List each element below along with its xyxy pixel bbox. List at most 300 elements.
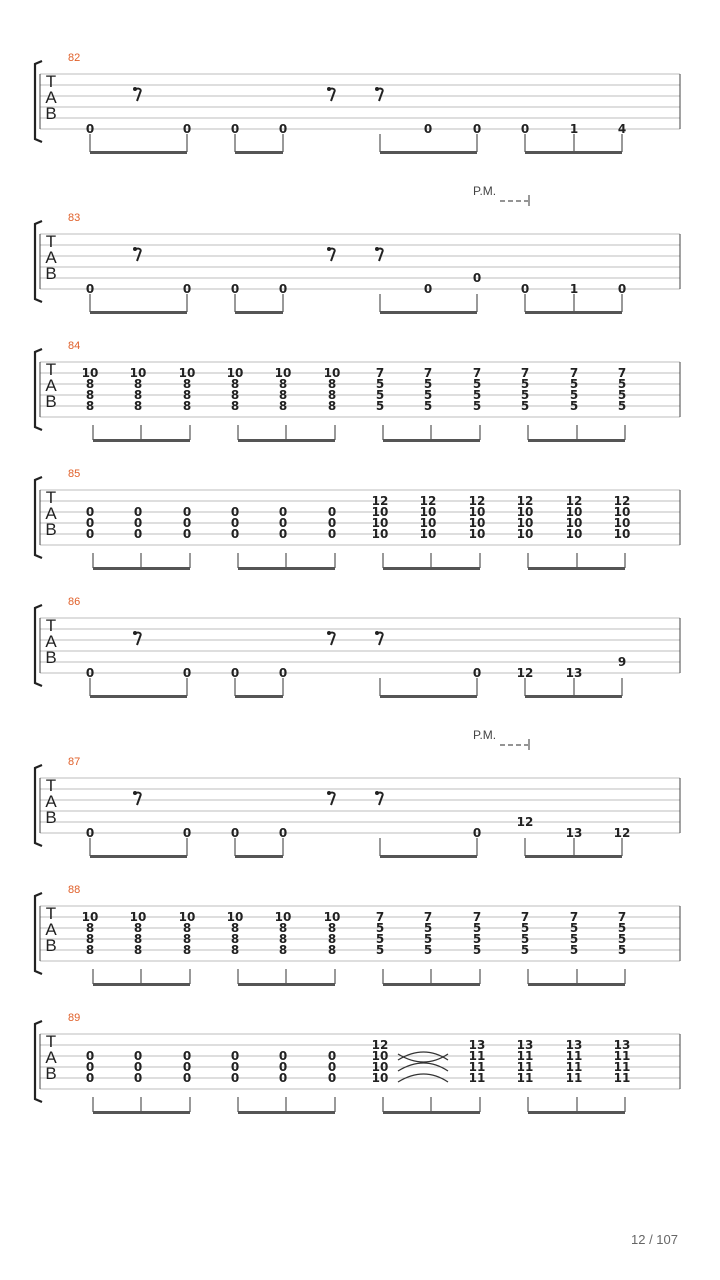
system-bracket [35, 477, 42, 558]
measure-number: 86 [68, 596, 81, 608]
fret-number: 0 [278, 1071, 288, 1085]
note-beam [235, 855, 283, 858]
fret-number: 8 [133, 388, 143, 402]
fret-number: 10 [323, 366, 341, 380]
fret-number: 0 [133, 516, 143, 530]
measure-number: 84 [68, 340, 81, 352]
fret-number: 5 [617, 399, 627, 413]
tab-system-82 [35, 52, 680, 154]
fret-number: 8 [85, 943, 95, 957]
fret-number: 0 [278, 826, 288, 840]
fret-number: 5 [569, 932, 579, 946]
fret-number: 7 [472, 910, 482, 924]
fret-number: 0 [278, 1049, 288, 1063]
fret-number: 8 [278, 399, 288, 413]
fret-number: 8 [85, 388, 95, 402]
fret-number: 10 [371, 527, 389, 541]
fret-number: 13 [565, 1038, 583, 1052]
fret-number: 10 [129, 910, 147, 924]
fret-number: 10 [371, 516, 389, 530]
note-beam [380, 311, 477, 314]
fret-number: 11 [613, 1071, 631, 1085]
fret-number: 11 [516, 1071, 534, 1085]
fret-number: 0 [182, 1049, 192, 1063]
tab-system-84 [35, 340, 680, 442]
system-bracket [35, 765, 42, 846]
note-beam [238, 439, 335, 442]
rest-dot [375, 791, 379, 795]
fret-number: 0 [472, 826, 482, 840]
fret-number: 10 [565, 516, 583, 530]
fret-number: 5 [423, 399, 433, 413]
note-beam [90, 311, 187, 314]
fret-number: 5 [375, 399, 385, 413]
system-bracket [35, 605, 42, 686]
fret-number: 12 [371, 494, 389, 508]
note-beam [525, 695, 622, 698]
note-beam [90, 151, 187, 154]
note-beam [235, 695, 283, 698]
tab-clef-letter: A [45, 376, 57, 395]
note-beam [238, 567, 335, 570]
fret-number: 10 [323, 910, 341, 924]
fret-number: 8 [327, 377, 337, 391]
fret-number: 0 [423, 282, 433, 296]
tab-clef-letter: A [45, 1048, 57, 1067]
fret-number: 5 [423, 388, 433, 402]
tab-clef-letter: T [45, 616, 57, 635]
fret-number: 5 [472, 388, 482, 402]
fret-number: 10 [565, 505, 583, 519]
fret-number: 5 [423, 921, 433, 935]
fret-number: 10 [129, 366, 147, 380]
fret-number: 5 [375, 921, 385, 935]
fret-number: 10 [516, 527, 534, 541]
fret-number: 0 [85, 527, 95, 541]
fret-number: 11 [468, 1060, 486, 1074]
fret-number: 10 [419, 505, 437, 519]
fret-number: 0 [182, 505, 192, 519]
fret-number: 10 [516, 516, 534, 530]
fret-number: 5 [375, 377, 385, 391]
fret-number: 0 [182, 516, 192, 530]
tab-clef-letter: B [45, 520, 57, 539]
note-beam [528, 1111, 625, 1114]
note-beam [93, 439, 190, 442]
fret-number: 0 [230, 527, 240, 541]
fret-number: 0 [85, 1071, 95, 1085]
fret-number: 13 [516, 1038, 534, 1052]
fret-number: 5 [423, 943, 433, 957]
fret-number: 5 [617, 921, 627, 935]
fret-number: 8 [133, 932, 143, 946]
fret-number: 11 [613, 1060, 631, 1074]
fret-number: 10 [371, 1049, 389, 1063]
system-bracket [35, 1021, 42, 1102]
tab-clef-letter: T [45, 488, 57, 507]
fret-number: 5 [520, 921, 530, 935]
note-beam [528, 983, 625, 986]
fret-number: 8 [85, 399, 95, 413]
fret-number: 0 [85, 516, 95, 530]
fret-number: 0 [327, 505, 337, 519]
rest-dot [133, 791, 137, 795]
fret-number: 8 [278, 921, 288, 935]
note-beam [93, 1111, 190, 1114]
tab-system-89 [35, 1012, 680, 1114]
measure-number: 89 [68, 1012, 81, 1024]
fret-number: 8 [85, 932, 95, 946]
fret-number: 8 [182, 399, 192, 413]
fret-number: 8 [133, 399, 143, 413]
fret-number: 7 [569, 910, 579, 924]
fret-number: 0 [182, 122, 192, 136]
fret-number: 8 [133, 921, 143, 935]
fret-number: 0 [182, 282, 192, 296]
fret-number: 8 [85, 377, 95, 391]
tab-clef-letter: A [45, 88, 57, 107]
fret-number: 10 [468, 516, 486, 530]
fret-number: 5 [569, 388, 579, 402]
fret-number: 0 [230, 1071, 240, 1085]
note-beam [383, 1111, 480, 1114]
measure-number: 88 [68, 884, 81, 896]
tab-system-83 [35, 184, 680, 314]
fret-number: 0 [182, 1060, 192, 1074]
fret-number: 8 [230, 921, 240, 935]
fret-number: 0 [278, 505, 288, 519]
fret-number: 8 [230, 932, 240, 946]
fret-number: 5 [472, 377, 482, 391]
fret-number: 8 [133, 377, 143, 391]
fret-number: 0 [278, 1060, 288, 1074]
note-beam [235, 151, 283, 154]
fret-number: 0 [423, 122, 433, 136]
note-beam [235, 311, 283, 314]
fret-number: 8 [278, 388, 288, 402]
fret-number: 8 [182, 932, 192, 946]
note-beam [528, 439, 625, 442]
tab-clef-letter: A [45, 504, 57, 523]
fret-number: 7 [617, 910, 627, 924]
fret-number: 8 [230, 943, 240, 957]
tab-clef-letter: B [45, 104, 57, 123]
fret-number: 5 [617, 943, 627, 957]
palm-mute-label: P.M. [473, 184, 497, 198]
fret-number: 5 [617, 388, 627, 402]
note-beam [525, 311, 622, 314]
note-beam [90, 695, 187, 698]
fret-number: 1 [569, 122, 579, 136]
fret-number: 7 [423, 910, 433, 924]
fret-number: 8 [278, 943, 288, 957]
fret-number: 10 [371, 1060, 389, 1074]
fret-number: 0 [278, 516, 288, 530]
measure-number: 82 [68, 52, 81, 64]
fret-number: 13 [613, 1038, 631, 1052]
tab-clef-letter: T [45, 72, 57, 91]
fret-number: 5 [472, 943, 482, 957]
tab-clef-letter: T [45, 232, 57, 251]
fret-number: 11 [516, 1049, 534, 1063]
note-beam [528, 567, 625, 570]
fret-number: 5 [375, 388, 385, 402]
fret-number: 5 [375, 943, 385, 957]
fret-number: 0 [85, 1049, 95, 1063]
fret-number: 0 [520, 282, 530, 296]
fret-number: 12 [613, 826, 631, 840]
tab-clef-letter: B [45, 264, 57, 283]
fret-number: 10 [516, 505, 534, 519]
tab-system-85 [35, 468, 680, 570]
fret-number: 12 [468, 494, 486, 508]
fret-number: 0 [85, 122, 95, 136]
note-beam [525, 151, 622, 154]
fret-number: 0 [182, 527, 192, 541]
fret-number: 10 [468, 505, 486, 519]
fret-number: 11 [516, 1060, 534, 1074]
fret-number: 0 [230, 1049, 240, 1063]
fret-number: 10 [613, 516, 631, 530]
tab-clef-letter: B [45, 936, 57, 955]
fret-number: 10 [81, 910, 99, 924]
tab-clef-letter: B [45, 392, 57, 411]
rest-dot [327, 87, 331, 91]
fret-number: 12 [613, 494, 631, 508]
fret-number: 0 [278, 122, 288, 136]
system-bracket [35, 221, 42, 302]
fret-number: 0 [133, 1049, 143, 1063]
tab-clef-letter: A [45, 248, 57, 267]
fret-number: 0 [85, 1060, 95, 1074]
note-beam [380, 151, 477, 154]
tab-system-87 [35, 728, 680, 858]
fret-number: 7 [375, 366, 385, 380]
tab-clef-letter: T [45, 776, 57, 795]
fret-number: 11 [565, 1049, 583, 1063]
palm-mute-label: P.M. [473, 728, 497, 742]
fret-number: 8 [278, 377, 288, 391]
fret-number: 8 [327, 932, 337, 946]
fret-number: 5 [472, 932, 482, 946]
fret-number: 0 [278, 666, 288, 680]
fret-number: 10 [226, 366, 244, 380]
rest-dot [327, 247, 331, 251]
tab-clef-letter: B [45, 648, 57, 667]
fret-number: 5 [569, 377, 579, 391]
fret-number: 8 [230, 377, 240, 391]
fret-number: 5 [569, 943, 579, 957]
fret-number: 0 [520, 122, 530, 136]
note-beam [383, 983, 480, 986]
fret-number: 0 [327, 527, 337, 541]
fret-number: 0 [182, 1071, 192, 1085]
fret-number: 0 [472, 271, 482, 285]
fret-number: 8 [85, 921, 95, 935]
fret-number: 10 [274, 366, 292, 380]
fret-number: 0 [278, 527, 288, 541]
fret-number: 10 [613, 527, 631, 541]
fret-number: 8 [278, 932, 288, 946]
page-number: 12 / 107 [631, 1232, 678, 1247]
fret-number: 10 [565, 527, 583, 541]
tab-clef-letter: T [45, 360, 57, 379]
fret-number: 10 [178, 910, 196, 924]
fret-number: 10 [274, 910, 292, 924]
fret-number: 8 [327, 388, 337, 402]
system-bracket [35, 61, 42, 142]
rest-dot [375, 87, 379, 91]
fret-number: 0 [230, 666, 240, 680]
fret-number: 0 [230, 516, 240, 530]
fret-number: 0 [133, 1071, 143, 1085]
fret-number: 8 [230, 388, 240, 402]
fret-number: 8 [182, 921, 192, 935]
fret-number: 8 [182, 388, 192, 402]
fret-number: 5 [569, 399, 579, 413]
note-beam [380, 855, 477, 858]
measure-number: 85 [68, 468, 81, 480]
rest-dot [375, 247, 379, 251]
fret-number: 10 [371, 505, 389, 519]
fret-number: 7 [569, 366, 579, 380]
fret-number: 0 [617, 282, 627, 296]
fret-number: 11 [468, 1049, 486, 1063]
fret-number: 12 [565, 494, 583, 508]
measure-number: 87 [68, 756, 81, 768]
fret-number: 12 [516, 666, 534, 680]
fret-number: 5 [472, 399, 482, 413]
note-beam [90, 855, 187, 858]
fret-number: 0 [327, 1049, 337, 1063]
tab-clef-letter: B [45, 808, 57, 827]
note-beam [93, 567, 190, 570]
fret-number: 0 [182, 666, 192, 680]
fret-number: 0 [230, 505, 240, 519]
note-beam [383, 567, 480, 570]
fret-number: 0 [85, 505, 95, 519]
fret-number: 7 [520, 366, 530, 380]
fret-number: 5 [520, 377, 530, 391]
fret-number: 0 [133, 527, 143, 541]
note-beam [380, 695, 477, 698]
fret-number: 10 [226, 910, 244, 924]
system-bracket [35, 893, 42, 974]
fret-number: 5 [472, 921, 482, 935]
tab-clef-letter: A [45, 792, 57, 811]
fret-number: 0 [278, 282, 288, 296]
fret-number: 8 [327, 399, 337, 413]
fret-number: 0 [85, 826, 95, 840]
fret-number: 12 [516, 494, 534, 508]
tab-clef-letter: A [45, 632, 57, 651]
fret-number: 5 [423, 377, 433, 391]
fret-number: 7 [520, 910, 530, 924]
fret-number: 9 [617, 655, 627, 669]
note-beam [93, 983, 190, 986]
fret-number: 0 [327, 516, 337, 530]
fret-number: 0 [230, 282, 240, 296]
fret-number: 4 [617, 122, 627, 136]
fret-number: 0 [85, 282, 95, 296]
fret-number: 10 [81, 366, 99, 380]
fret-number: 11 [565, 1071, 583, 1085]
fret-number: 13 [565, 826, 583, 840]
note-beam [525, 855, 622, 858]
fret-number: 0 [133, 505, 143, 519]
fret-number: 5 [617, 932, 627, 946]
rest-dot [133, 247, 137, 251]
fret-number: 0 [133, 1060, 143, 1074]
note-beam [238, 1111, 335, 1114]
fret-number: 0 [182, 826, 192, 840]
fret-number: 11 [565, 1060, 583, 1074]
fret-number: 12 [419, 494, 437, 508]
note-beam [238, 983, 335, 986]
fret-number: 0 [472, 122, 482, 136]
tab-clef-letter: T [45, 1032, 57, 1051]
fret-number: 11 [613, 1049, 631, 1063]
fret-number: 10 [419, 527, 437, 541]
fret-number: 10 [178, 366, 196, 380]
fret-number: 5 [375, 932, 385, 946]
fret-number: 8 [327, 921, 337, 935]
fret-number: 0 [230, 122, 240, 136]
measure-number: 83 [68, 212, 81, 224]
fret-number: 5 [617, 377, 627, 391]
tab-system-86 [35, 596, 680, 698]
fret-number: 10 [371, 1071, 389, 1085]
note-beam [383, 439, 480, 442]
tab-clef-letter: A [45, 920, 57, 939]
fret-number: 0 [472, 666, 482, 680]
fret-number: 12 [516, 815, 534, 829]
rest-dot [133, 631, 137, 635]
fret-number: 10 [419, 516, 437, 530]
rest-dot [327, 791, 331, 795]
fret-number: 7 [423, 366, 433, 380]
fret-number: 8 [182, 943, 192, 957]
fret-number: 0 [230, 826, 240, 840]
fret-number: 10 [613, 505, 631, 519]
tab-clef-letter: T [45, 904, 57, 923]
fret-number: 8 [133, 943, 143, 957]
fret-number: 10 [468, 527, 486, 541]
tab-clef-letter: B [45, 1064, 57, 1083]
fret-number: 5 [423, 932, 433, 946]
fret-number: 7 [375, 910, 385, 924]
fret-number: 11 [468, 1071, 486, 1085]
fret-number: 0 [327, 1060, 337, 1074]
fret-number: 5 [520, 399, 530, 413]
rest-dot [133, 87, 137, 91]
fret-number: 8 [230, 399, 240, 413]
fret-number: 1 [569, 282, 579, 296]
fret-number: 13 [468, 1038, 486, 1052]
fret-number: 8 [327, 943, 337, 957]
fret-number: 5 [520, 388, 530, 402]
rest-dot [375, 631, 379, 635]
tab-system-88 [35, 884, 680, 986]
fret-number: 5 [569, 921, 579, 935]
fret-number: 8 [182, 377, 192, 391]
fret-number: 0 [85, 666, 95, 680]
fret-number: 12 [371, 1038, 389, 1052]
rest-dot [327, 631, 331, 635]
system-bracket [35, 349, 42, 430]
fret-number: 5 [520, 932, 530, 946]
fret-number: 0 [230, 1060, 240, 1074]
